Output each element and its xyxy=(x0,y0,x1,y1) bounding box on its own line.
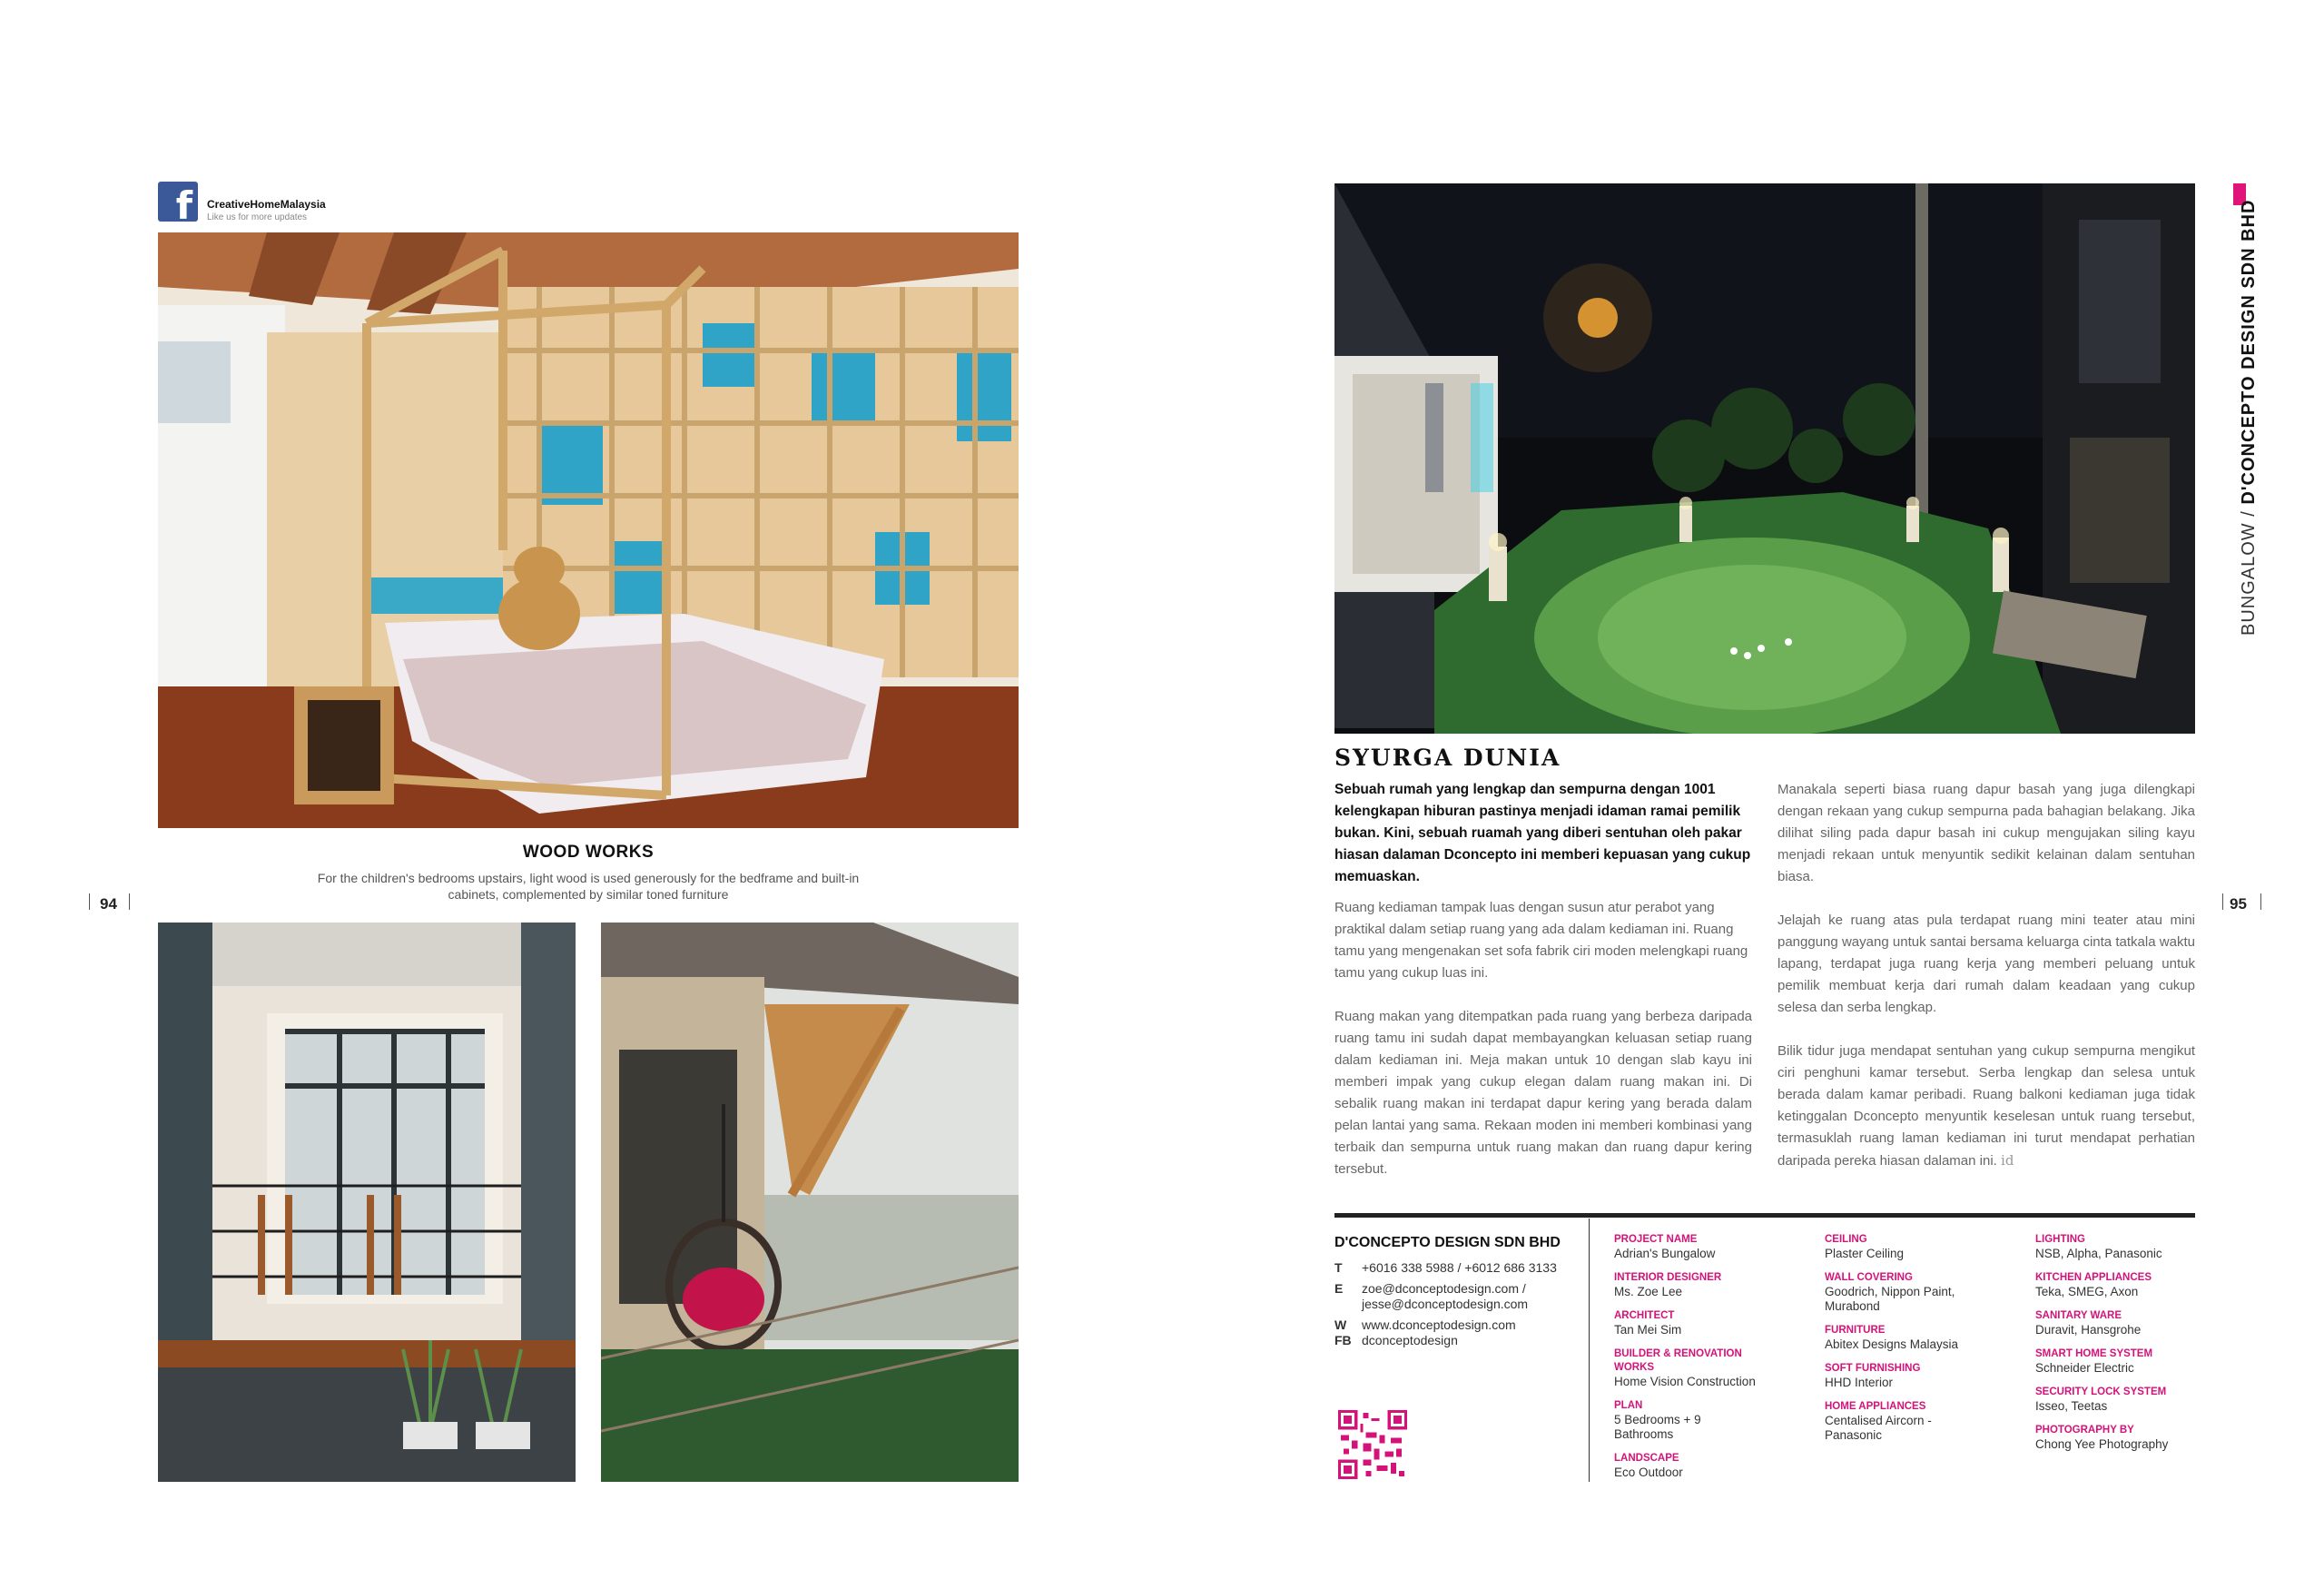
credit-label: PHOTOGRAPHY BY xyxy=(2035,1425,2134,1436)
credit-value: Abitex Designs Malaysia xyxy=(1825,1337,1959,1351)
article-column-right xyxy=(1777,779,2195,1172)
credit-label: SANITARY WARE xyxy=(2035,1310,2122,1321)
credit-label: BUILDER & RENOVATION WORKS xyxy=(1614,1348,1742,1373)
credit-value: Centalised Aircorn - Panasonic xyxy=(1825,1414,1932,1442)
credit-label: PROJECT NAME xyxy=(1614,1234,1698,1245)
facebook-tagline: Like us for more updates xyxy=(207,212,308,222)
caption-title: WOOD WORKS xyxy=(522,843,655,862)
credit-label: FURNITURE xyxy=(1825,1325,1886,1336)
credit-label: HOME APPLIANCES xyxy=(1825,1401,1926,1412)
caption-text: For the children's bedrooms upstairs, light wood is used generously for the bedframe and built-in cabinets, complemented by similar toned furniture xyxy=(317,871,860,902)
side-label xyxy=(2239,200,2260,636)
credit-label: SECURITY LOCK SYSTEM xyxy=(2035,1386,2167,1397)
contact-key: E xyxy=(1334,1281,1344,1296)
credit-label: LANDSCAPE xyxy=(1614,1453,1679,1464)
article-column-left xyxy=(1334,779,1752,1202)
article-paragraph: Jelajah ke ruang atas pula terdapat ruang mini teater atau mini panggung wayang untuk santai bersama keluarga cinta tatkala waktu lapang, terdapat juga ruang kerja yang memberi peluang untuk pemilik membuat kerja dari rumah dalam keadaan yang cukup selesa dan serba lengkap. xyxy=(1777,913,2195,1015)
credit-label: PLAN xyxy=(1614,1400,1643,1411)
side-label-separator: / xyxy=(2239,504,2259,523)
facebook-icon[interactable]: f xyxy=(158,182,198,222)
credit-value: HHD Interior xyxy=(1825,1376,1894,1389)
credit-label: LIGHTING xyxy=(2035,1234,2085,1245)
article-title: SYURGA DUNIA xyxy=(1334,745,1561,771)
side-label-company: D'CONCEPTO DESIGN SDN BHD xyxy=(2239,199,2259,505)
credit-value: Ms. Zoe Lee xyxy=(1614,1285,1683,1298)
credit-value: Plaster Ceiling xyxy=(1825,1247,1905,1260)
credit-label: CEILING xyxy=(1825,1234,1867,1245)
email-address[interactable]: zoe@dconceptodesign.com / jesse@dconceptodesign.com xyxy=(1362,1281,1529,1311)
page-number-divider xyxy=(2260,893,2261,910)
page-number-right: 95 xyxy=(2230,895,2247,913)
credit-value: Adrian's Bungalow xyxy=(1614,1247,1716,1260)
credit-label: INTERIOR DESIGNER xyxy=(1614,1272,1722,1283)
page-number-divider xyxy=(129,893,130,910)
credit-value: Goodrich, Nippon Paint, Murabond xyxy=(1825,1285,1955,1313)
page-number-divider xyxy=(2222,893,2223,910)
page-number-divider xyxy=(89,893,90,910)
article-paragraph: Manakala seperti biasa ruang dapur basah yang juga dilengkapi dengan rekaan yang cukup sempurna pada bahagian belakang. Jika dilihat siling pada dapur basah ini cukup mengujakan siling kayu menjadi rekaan untuk menyuntik sedikit kelainan dalam sentuhan biasa. xyxy=(1777,782,2195,884)
credit-value: Teka, SMEG, Axon xyxy=(2035,1285,2139,1298)
bedroom-photo xyxy=(158,232,1019,828)
credits-column xyxy=(2035,1233,2181,1462)
contact-key: T xyxy=(1334,1260,1343,1275)
facebook-handle[interactable]: dconceptodesign xyxy=(1362,1333,1458,1347)
company-contacts xyxy=(1334,1260,1580,1348)
article-paragraph: Ruang makan yang ditempatkan pada ruang yang berbeza daripada ruang tamu ini sudah dapat membayangkan keluasan setiap ruang dalam kediaman ini. Meja makan untuk 10 dengan slab kayu ini memberi impak yang cukup elegan dalam ruang makan ini. Di sebalik ruang makan ini terdapat dapur kering yang berada dalam pelan lantai yang sama. Rekaan moden ini memberi kombinasi yang terbaik dan sempurna untuk ruang makan dan ruang dapur kering tersebut. xyxy=(1334,1009,1752,1177)
contact-key: FB xyxy=(1334,1333,1352,1347)
credit-value: Duravit, Hansgrohe xyxy=(2035,1323,2142,1337)
phone-number[interactable]: +6016 338 5988 / +6012 686 3133 xyxy=(1362,1260,1557,1275)
credit-label: KITCHEN APPLIANCES xyxy=(2035,1272,2152,1283)
facebook-page-name[interactable]: CreativeHomeMalaysia xyxy=(207,198,326,211)
credit-value: Schneider Electric xyxy=(2035,1361,2134,1375)
credit-value: Isseo, Teetas xyxy=(2035,1399,2108,1413)
credit-value: Home Vision Construction xyxy=(1614,1375,1756,1388)
contact-key: W xyxy=(1334,1317,1347,1332)
end-mark: id xyxy=(2001,1152,2014,1169)
credit-label: SOFT FURNISHING xyxy=(1825,1363,1921,1374)
credit-value: Tan Mei Sim xyxy=(1614,1323,1682,1337)
credit-value: Chong Yee Photography xyxy=(2035,1437,2169,1451)
article-lead: Sebuah rumah yang lengkap dan sempurna dengan 1001 kelengkapan hiburan pastinya menjadi idaman ramai pemilik bukan. Kini, sebuah ruamah yang diberi sentuhan oleh pakar hiasan dalaman Dconcepto ini memberi kepuasan yang cukup memuaskan. xyxy=(1334,782,1751,884)
page-number-left: 94 xyxy=(100,895,117,913)
company-name: D'CONCEPTO DESIGN SDN BHD xyxy=(1334,1235,1561,1250)
side-label-category: BUNGALOW xyxy=(2239,522,2259,636)
article-paragraph: Ruang kediaman tampak luas dengan susun atur perabot yang praktikal dalam setiap ruang yang ada dalam kediaman ini. Ruang tamu yang mengenakan set sofa fabrik ciri moden melengkapi ruang tamu yang cukup luas ini. xyxy=(1334,900,1748,981)
credit-value: Eco Outdoor xyxy=(1614,1465,1683,1479)
rooftop-garden-night-photo xyxy=(1334,183,2195,734)
credit-value: 5 Bedrooms + 9 Bathrooms xyxy=(1614,1413,1701,1441)
website-link[interactable]: www.dconceptodesign.com xyxy=(1362,1317,1516,1332)
article-paragraph: Bilik tidur juga mendapat sentuhan yang cukup sempurna mengikut ciri penghuni kamar tersebut. Serba lengkap dan selesa untuk berada dalam kamar peribadi. Ruang balkoni kediaman juga tidak ketinggalan Dconcepto menyuntik keselesan untuk ruang tersebut, termasuklah ruang laman kediaman ini turut mendapat perhatian daripada pereka hiasan dalaman ini. xyxy=(1777,1043,2195,1169)
credit-label: ARCHITECT xyxy=(1614,1310,1675,1321)
credits-column xyxy=(1614,1233,1759,1490)
credit-value: NSB, Alpha, Panasonic xyxy=(2035,1247,2162,1260)
balcony-dining-photo xyxy=(158,923,576,1482)
balcony-egg-chair-photo xyxy=(601,923,1019,1482)
credit-label: WALL COVERING xyxy=(1825,1272,1913,1283)
qr-code-icon[interactable] xyxy=(1338,1410,1407,1479)
credits-column xyxy=(1825,1233,1970,1453)
info-column-divider xyxy=(1589,1219,1590,1482)
info-divider xyxy=(1334,1213,2195,1218)
credit-label: SMART HOME SYSTEM xyxy=(2035,1348,2153,1359)
